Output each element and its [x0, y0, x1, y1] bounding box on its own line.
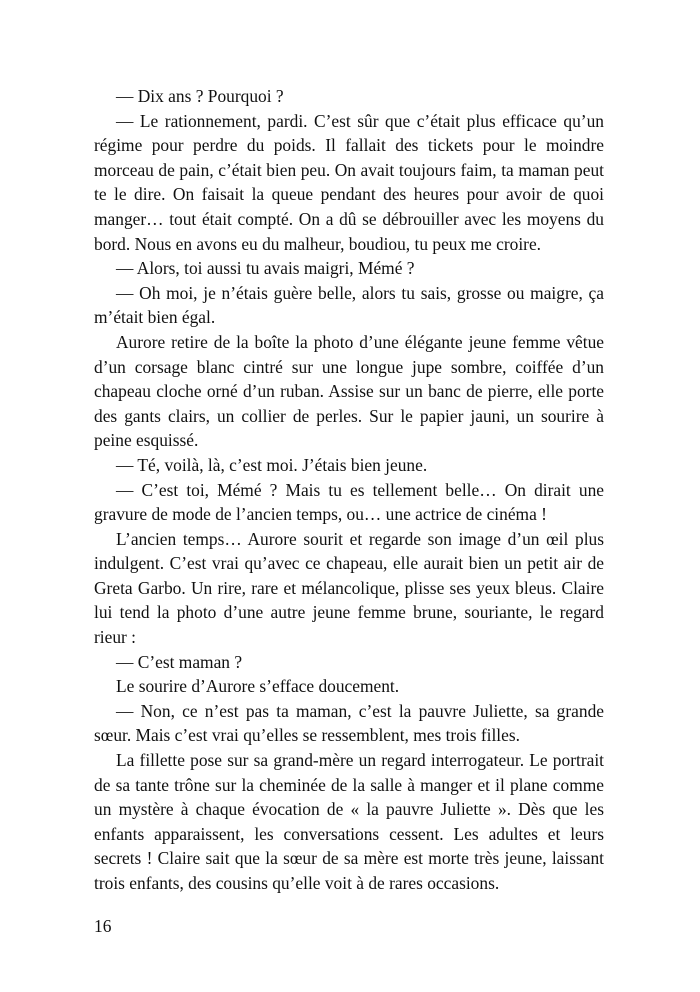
paragraph: — Té, voilà, là, c’est moi. J’étais bien jeune. — [116, 454, 428, 475]
paragraph: — Dix ans ? Pourquoi ? — [116, 86, 284, 106]
paragraph: — Le rationnement, pardi. C’est sûr que c’était plus efficace qu’un régime pour perdre du poids. Il fallait des tickets pour le moindre morceau de pain, c’était bien peu. On avait toujours faim, ta maman peut te le dire. On faisait la queue pendant des heures pour avoir de quoi manger… tout était compté. On a dû se débrouiller avec les moyens du bord. Nous en avons eu du malheur, boudiou, tu peux me croire. — [94, 110, 604, 254]
page-number: 16 — [94, 916, 112, 936]
paragraph: La fillette pose sur sa grand-mère un regard interrogateur. Le portrait de sa tante trône sur la cheminée de la salle à manger et il plane comme un mystère à chaque évocation de « la pauvre Juliette ». Dès que les enfants apparaissent, les conversations cessent. Les adultes et leurs secrets ! Claire sait que la sœur de sa mère est morte très jeune, laissant trois enfants, des cousins qu’elle voit à de rares occasions. — [94, 750, 604, 893]
paragraph: Aurore retire de la boîte la photo d’une élégante jeune femme vêtue d’un corsage blanc cintré sur une longue jupe sombre, coiffée d’un chapeau cloche orné d’un ruban. Assise sur un banc de pierre, elle porte des gants clairs, un collier de perles. Sur le papier jauni, un sourire à peine esquissé. — [94, 331, 604, 451]
page-body — [94, 84, 604, 896]
paragraph: — C’est toi, Mémé ? Mais tu es tellement belle… On dirait une gravure de mode de l’ancien temps, ou… une actrice de cinéma ! — [94, 479, 604, 525]
paragraph: — Oh moi, je n’étais guère belle, alors tu sais, grosse ou maigre, ça m’était bien égal. — [94, 282, 604, 328]
paragraph: — Non, ce n’est pas ta maman, c’est la pauvre Juliette, sa grande sœur. Mais c’est vrai qu’elles se ressemblent, mes trois filles. — [94, 700, 604, 746]
paragraph: — Alors, toi aussi tu avais maigri, Mémé ? — [116, 258, 415, 279]
paragraph: Le sourire d’Aurore s’efface doucement. — [116, 676, 400, 697]
paragraph: L’ancien temps… Aurore sourit et regarde son image d’un œil plus indulgent. C’est vrai qu’avec ce chapeau, elle aurait bien un petit air de Greta Garbo. Un rire, rare et mélancolique, plisse ses yeux bleus. Claire lui tend la photo d’une autre jeune femme brune, souriante, le regard rieur : — [94, 528, 604, 648]
paragraph: — C’est maman ? — [116, 651, 243, 672]
